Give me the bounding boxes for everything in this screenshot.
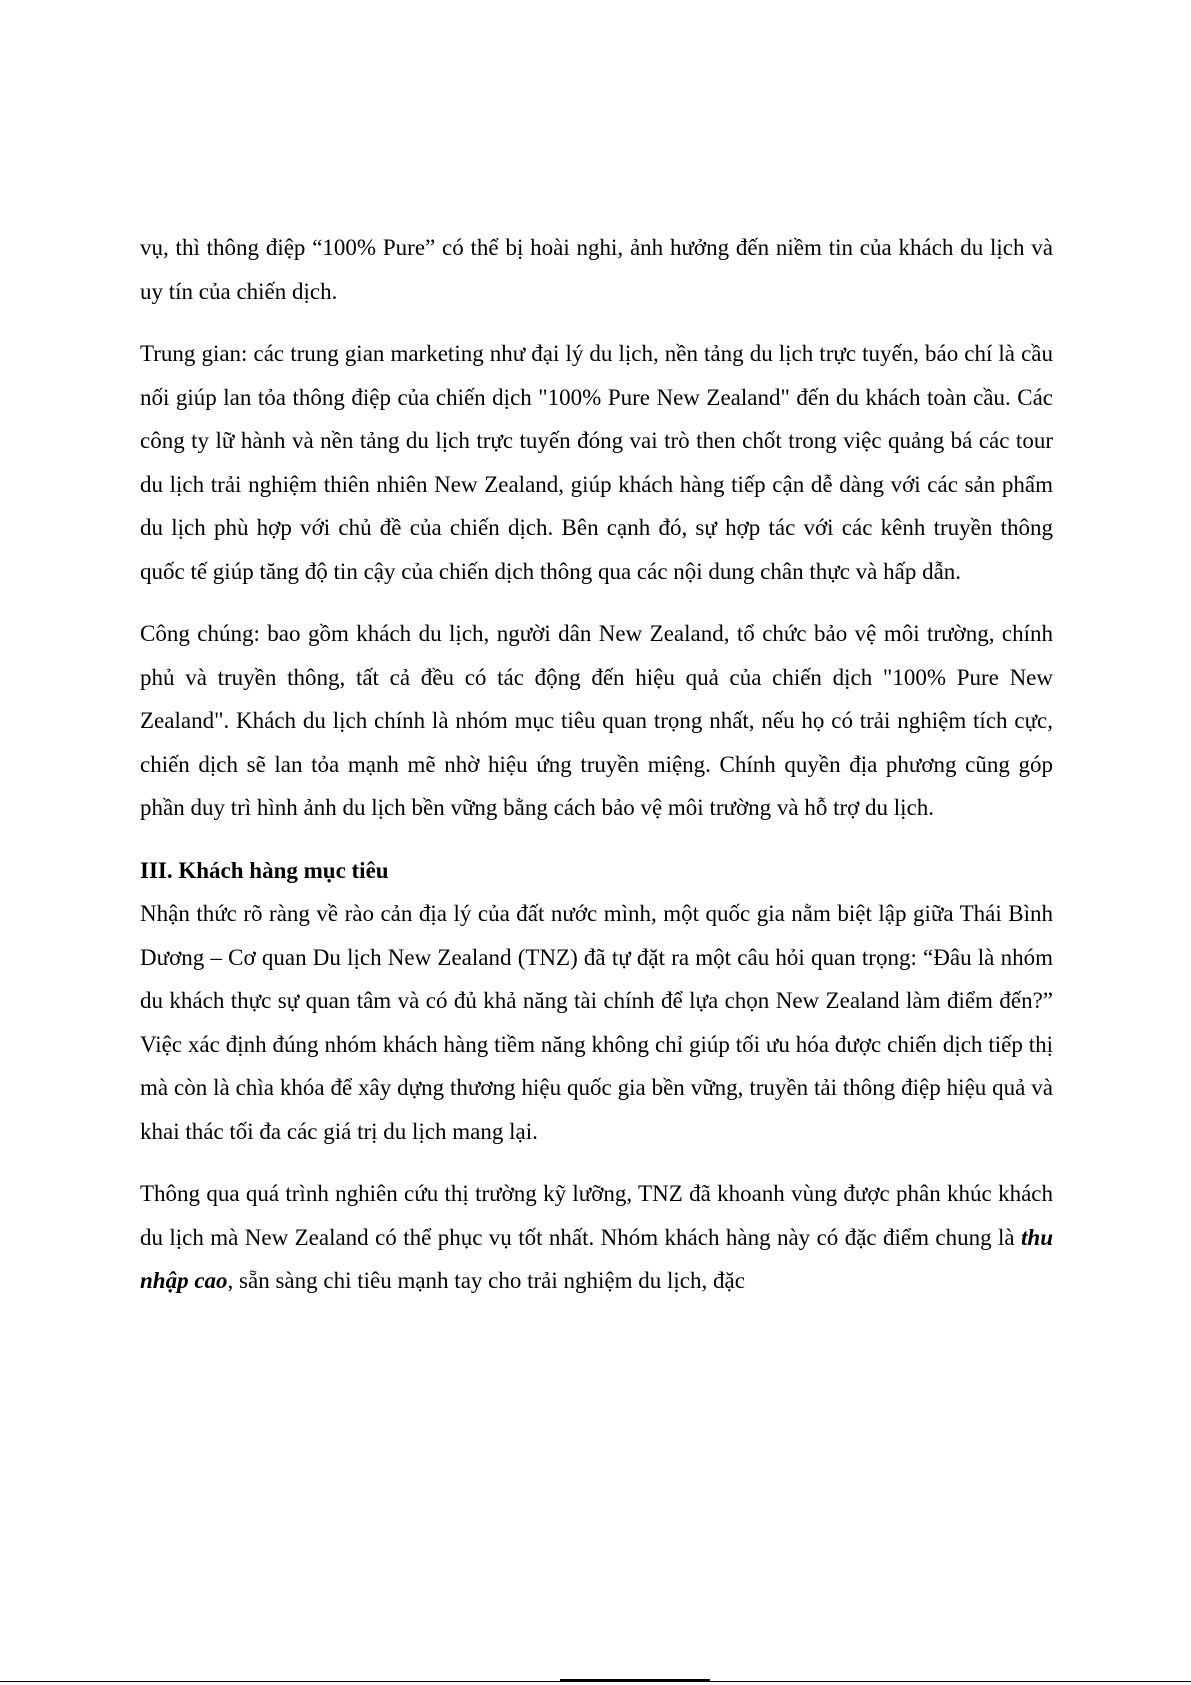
paragraph-intermediaries: Trung gian: các trung gian marketing như đại lý du lịch, nền tảng du lịch trực tuyến, báo chí là cầu nối giúp lan tỏa thông điệp của chiến dịch "100% Pure New Zealand" đến du khách toàn cầu. Các công ty lữ hành và nền tảng du lịch trực tuyến đóng vai trò then chốt trong việc quảng bá các tour du lịch trải nghiệm thiên nhiên New Zealand, giúp khách hàng tiếp cận dễ dàng với các sản phẩm du lịch phù hợp với chủ đề của chiến dịch. Bên cạnh đó, sự hợp tác với các kênh truyền thông quốc tế giúp tăng độ tin cậy của chiến dịch thông qua các nội dung chân thực và hấp dẫn. bbox=[140, 341, 1053, 584]
paragraph-public: Công chúng: bao gồm khách du lịch, người dân New Zealand, tổ chức bảo vệ môi trường, chính phủ và truyền thông, tất cả đều có tác động đến hiệu quả của chiến dịch "100% Pure New Zealand". Khách du lịch chính là nhóm mục tiêu quan trọng nhất, nếu họ có trải nghiệm tích cực, chiến dịch sẽ lan tỏa mạnh mẽ nhờ hiệu ứng truyền miệng. Chính quyền địa phương cũng góp phần duy trì hình ảnh du lịch bền vững bằng cách bảo vệ môi trường và hỗ trợ du lịch. bbox=[140, 621, 1053, 820]
paragraph-continuation: vụ, thì thông điệp “100% Pure” có thể bị hoài nghi, ảnh hưởng đến niềm tin của khách du lịch và uy tín của chiến dịch. bbox=[140, 235, 1053, 304]
paragraph-market-research bbox=[140, 1172, 1053, 1303]
paragraph-market-research-start: Thông qua quá trình nghiên cứu thị trường kỹ lưỡng, TNZ đã khoanh vùng được phân khúc khách du lịch mà New Zealand có thể phục vụ tốt nhất. Nhóm khách hàng này có đặc điểm chung là bbox=[140, 1181, 1053, 1250]
paragraph-target-customers: Nhận thức rõ ràng về rào cản địa lý của đất nước mình, một quốc gia nằm biệt lập giữa Thái Bình Dương – Cơ quan Du lịch New Zealand (TNZ) đã tự đặt ra một câu hỏi quan trọng: “Đâu là nhóm du khách thực sự quan tâm và có đủ khả năng tài chính để lựa chọn New Zealand làm điểm đến?” Việc xác định đúng nhóm khách hàng tiềm năng không chỉ giúp tối ưu hóa được chiến dịch tiếp thị mà còn là chìa khóa để xây dựng thương hiệu quốc gia bền vững, truyền tải thông điệp hiệu quả và khai thác tối đa các giá trị du lịch mang lại. bbox=[140, 901, 1053, 1144]
footer-divider-accent bbox=[560, 1679, 710, 1681]
emphasis-high-income: thu nhập cao bbox=[140, 1224, 1053, 1293]
section-heading: III. Khách hàng mục tiêu bbox=[140, 857, 389, 883]
footer-divider bbox=[0, 1681, 1191, 1682]
paragraph-market-research-end: , sẵn sàng chi tiêu mạnh tay cho trải nghiệm du lịch, đặc bbox=[227, 1268, 745, 1293]
document-body bbox=[140, 226, 1053, 1303]
